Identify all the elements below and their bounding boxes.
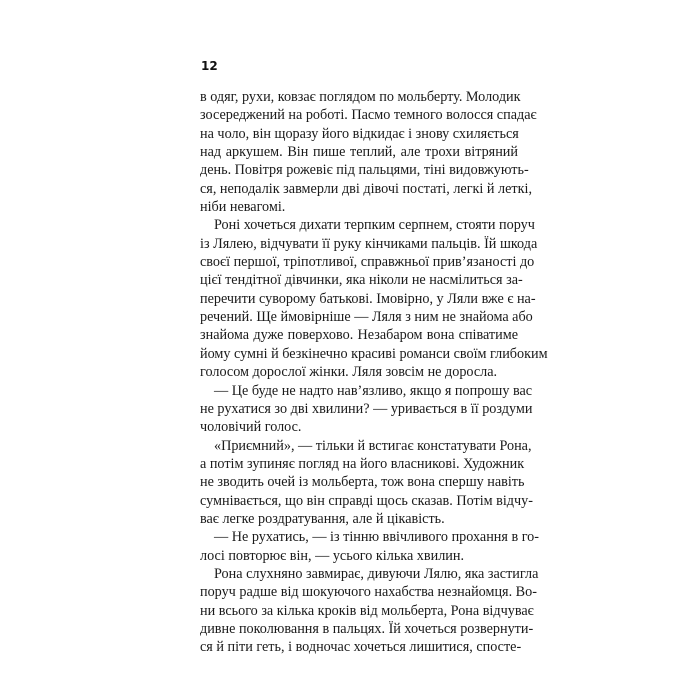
text-line: Рона слухняно завмирає, дивуючи Лялю, яка застигла <box>214 565 539 582</box>
text-line: — Це буде не надто нав’язливо, якщо я попрошу вас <box>214 382 533 399</box>
text-line: голосом дорослої жінки. Ляля зовсім не доросла. <box>200 364 498 381</box>
paragraph <box>200 528 539 565</box>
text-line: зосереджений на роботі. Пасмо темного волосся спадає <box>200 107 537 124</box>
text-line: із Лялею, відчувати її руку кінчиками пальців. Їй шкода <box>200 235 538 252</box>
text-line: ся, неподалік завмерли дві дівочі постаті, легкі й леткі, <box>200 180 533 197</box>
text-line: сумнівається, що він справді щось сказав. Потім відчу- <box>200 492 533 509</box>
text-line: не зводить очей із мольберта, тож вона спершу навіть <box>200 474 525 491</box>
text-line: перечити суворому батькові. Імовірно, у Ляли вже є на- <box>200 290 536 307</box>
text-line: не рухатися зо дві хвилини? — уривається в її роздуми <box>200 400 533 417</box>
text-line: ває легке роздратування, але й цікавість. <box>200 510 445 527</box>
paragraph <box>200 437 533 529</box>
text-line: Роні хочеться дихати терпким серпнем, стояти поруч <box>214 217 535 234</box>
text-line: а потім зупиняє погляд на його власникові. Художник <box>200 455 525 472</box>
text-line: ни всього за кілька кроків від мольберта, Рона відчуває <box>200 602 534 619</box>
paragraph <box>200 88 537 216</box>
text-line: на чоло, він щоразу його відкидає і знову схиляється <box>200 125 519 142</box>
text-line: дивне поколювання в пальцях. Їй хочеться розвернути- <box>200 620 534 637</box>
paragraph <box>200 216 548 381</box>
text-line: знайома дуже поверхово. Незабаром вона співатиме <box>200 327 518 344</box>
text-line: цієї тендітної дівчинки, яка ніколи не насмілиться за- <box>200 272 523 289</box>
text-line: йому сумні й безкінечно красиві романси своїм глибоким <box>200 345 548 362</box>
paragraph <box>200 565 539 657</box>
text-line: лосі повторює він, — усього кілька хвилин. <box>200 547 465 564</box>
text-line: день. Повітря рожевіє під пальцями, тіні видовжують- <box>200 162 529 179</box>
text-line: в одяг, рухи, ковзає поглядом по мольберту. Молодик <box>200 89 521 105</box>
text-line: речений. Ще ймовірніше — Ляля з ним не знайома або <box>200 309 533 326</box>
text-line: «Приємний», — тільки й встигає констатувати Рона, <box>214 437 532 454</box>
text-line: — Не рухатись, — із тінню ввічливого прохання в го- <box>214 529 539 546</box>
text-line: ся й піти геть, і водночас хочеться лишитися, спосте- <box>200 639 522 656</box>
paragraph <box>200 382 533 437</box>
text-line: своєї першої, тріпотливої, справжньої прив’язаності до <box>200 254 535 271</box>
text-line: чоловічий голос. <box>200 419 302 436</box>
page-number: 12 <box>201 59 218 73</box>
text-line: над аркушем. Він пише теплий, але трохи вітряний <box>200 144 518 161</box>
text-line: ніби невагомі. <box>200 199 286 216</box>
body-text <box>200 88 548 657</box>
text-line: поруч радше від шокуючого нахабства незнайомця. Во- <box>200 584 537 601</box>
